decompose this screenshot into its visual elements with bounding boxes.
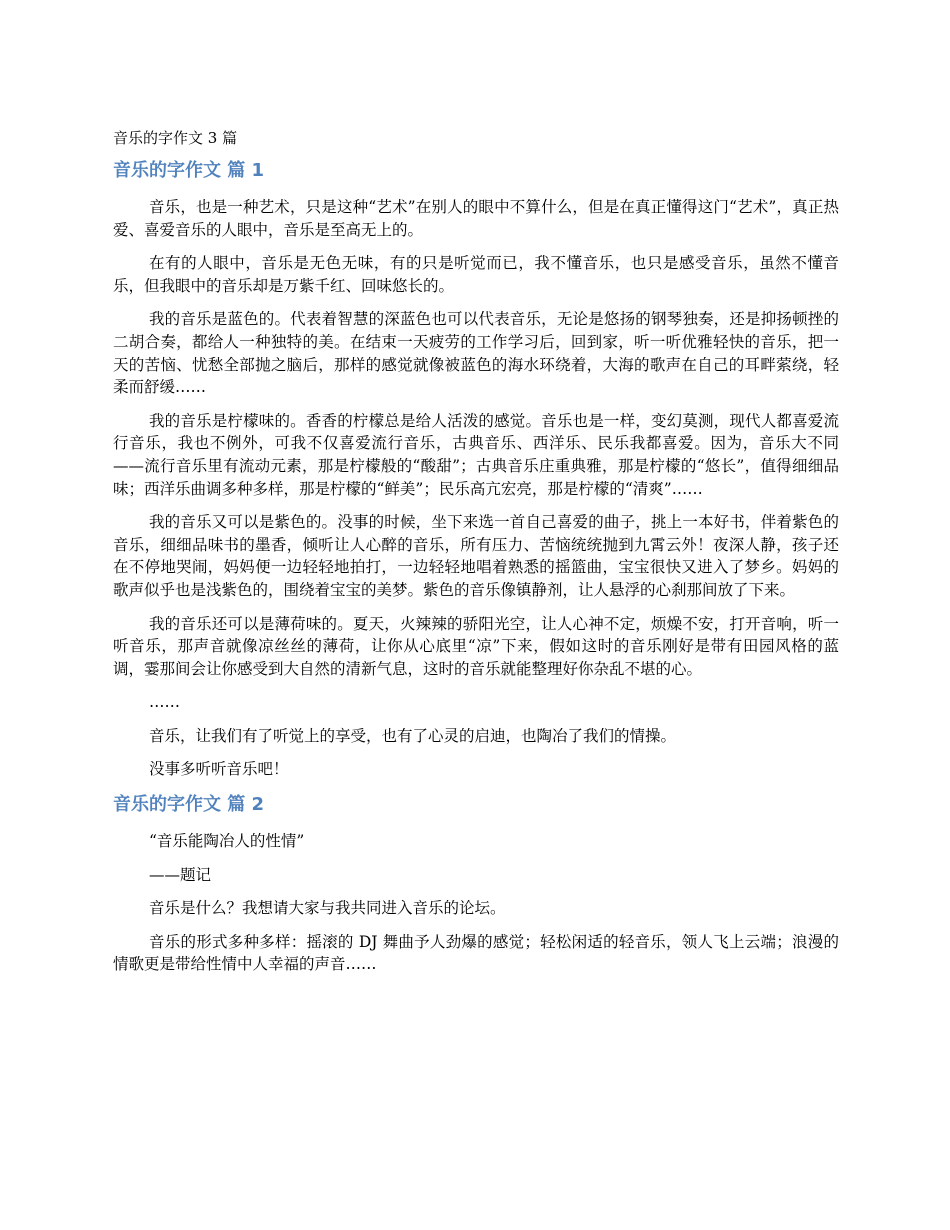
section-heading: 音乐的字作文 篇 2 xyxy=(113,794,265,816)
paragraph: 没事多听听音乐吧！ xyxy=(149,760,289,779)
section-heading: 音乐的字作文 篇 1 xyxy=(113,160,265,181)
paragraph: 我的音乐是柠檬味的。香香的柠檬总是给人活泼的感觉。音乐也是一样，变幻莫测，现代人都喜爱流行音乐，我也不例外，可我不仅喜爱流行音乐，古典音乐、西洋乐、民乐我都喜爱。因为，音乐大不同——流行音乐里有流动元素，那是柠檬般的“酸甜”；古典音乐庄重典雅，那是柠檬的“悠长”，值得细细品味；西洋乐曲调多种多样，那是柠檬的“鲜美”；民乐高亢宏亮，那是柠檬的“清爽”…… xyxy=(113,411,839,498)
epigraph-attribution: ——题记 xyxy=(149,865,212,884)
paragraph: 我的音乐还可以是薄荷味的。夏天，火辣辣的骄阳光空，让人心神不定，烦燥不安，打开音响，听一听音乐，那声音就像凉丝丝的薄荷，让你从心底里“凉”下来，假如这时的音乐刚好是带有田园风格的蓝调，霎那间会让你感受到大自然的清新气息，这时的音乐就能整理好你杂乱不堪的心。 xyxy=(113,614,839,678)
paragraph: 我的音乐又可以是紫色的。没事的时候，坐下来选一首自己喜爱的曲子，挑上一本好书，伴着紫色的音乐，细细品味书的墨香，倾听让人心醉的音乐，所有压力、苦恼统统抛到九霄云外！夜深人静，孩子还在不停地哭闹，妈妈便一边轻轻地拍打，一边轻轻地唱着熟悉的摇篮曲，宝宝很快又进入了梦乡。妈妈的歌声似乎也是浅紫色的，围绕着宝宝的美梦。紫色的音乐像镇静剂，让人悬浮的心刹那间放了下来。 xyxy=(113,513,839,599)
epigraph-quote: “音乐能陶冶人的性情” xyxy=(149,832,305,851)
paragraph: 音乐，让我们有了听觉上的享受，也有了心灵的启迪，也陶冶了我们的情操。 xyxy=(149,726,677,745)
paragraph: 我的音乐是蓝色的。代表着智慧的深蓝色也可以代表音乐，无论是悠扬的钢琴独奏，还是抑扬顿挫的二胡合奏，都给人一种独特的美。在结束一天疲劳的工作学习后，回到家，听一听优雅轻快的音乐，把一天的苦恼、忧愁全部抛之脑后，那样的感觉就像被蓝色的海水环绕着，大海的歌声在自己的耳畔萦绕，轻柔而舒缓…… xyxy=(113,310,839,397)
essay-section-2 xyxy=(113,792,839,976)
paragraph: 在有的人眼中，音乐是无色无味，有的只是听觉而已，我不懂音乐，也只是感受音乐，虽然不懂音乐，但我眼中的音乐却是万紫千红、回味悠长的。 xyxy=(113,254,839,295)
paragraph: 音乐的形式多种多样：摇滚的 DJ 舞曲予人劲爆的感觉；轻松闲适的轻音乐，领人飞上云端；浪漫的情歌更是带给性情中人幸福的声音…… xyxy=(113,932,839,974)
paragraph: 音乐，也是一种艺术，只是这种“艺术”在别人的眼中不算什么，但是在真正懂得这门“艺术”，真正热爱、喜爱音乐的人眼中，音乐是至高无上的。 xyxy=(113,198,839,239)
essay-section-1 xyxy=(113,158,839,781)
paragraph: 音乐是什么？我想请大家与我共同进入音乐的论坛。 xyxy=(149,899,506,918)
ellipsis-paragraph: …… xyxy=(149,693,180,712)
document-title: 音乐的字作文 3 篇 xyxy=(113,129,238,147)
document-page xyxy=(113,126,839,987)
